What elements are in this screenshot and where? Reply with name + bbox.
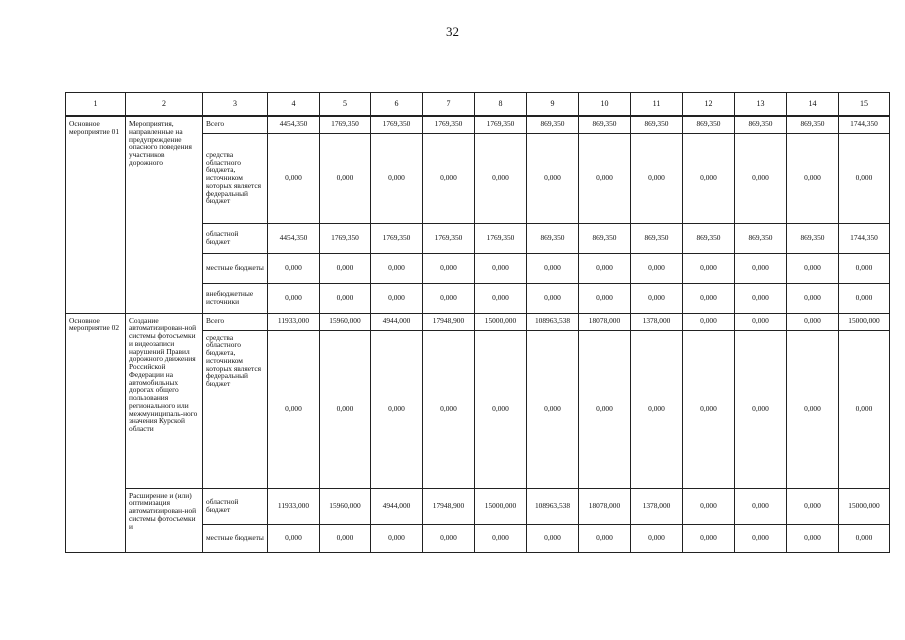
value-cell: 0,000 xyxy=(787,253,839,283)
value-cell: 0,000 xyxy=(423,283,475,313)
value-cell: 869,350 xyxy=(631,116,683,133)
value-cell: 0,000 xyxy=(268,524,320,552)
value-cell: 869,350 xyxy=(579,116,631,133)
value-cell: 0,000 xyxy=(320,524,371,552)
value-cell: 0,000 xyxy=(320,253,371,283)
value-cell: 1378,000 xyxy=(631,313,683,330)
value-cell: 0,000 xyxy=(735,330,787,488)
value-cell: 108963,538 xyxy=(527,488,579,524)
value-cell: 0,000 xyxy=(527,330,579,488)
value-cell: 15000,000 xyxy=(475,313,527,330)
value-cell: 0,000 xyxy=(527,133,579,223)
value-cell: 0,000 xyxy=(839,133,890,223)
header-cell: 2 xyxy=(126,93,203,117)
funding-source-cell: Всего xyxy=(203,116,268,133)
table-row xyxy=(66,313,890,330)
value-cell: 0,000 xyxy=(268,283,320,313)
value-cell: 0,000 xyxy=(527,283,579,313)
value-cell: 869,350 xyxy=(527,116,579,133)
value-cell: 0,000 xyxy=(787,488,839,524)
funding-source-cell: областной бюджет xyxy=(203,488,268,524)
value-cell: 869,350 xyxy=(683,116,735,133)
value-cell: 4944,000 xyxy=(371,488,423,524)
value-cell: 0,000 xyxy=(475,133,527,223)
value-cell: 869,350 xyxy=(579,223,631,253)
header-row xyxy=(66,93,890,117)
value-cell: 15960,000 xyxy=(320,313,371,330)
header-cell: 5 xyxy=(320,93,371,117)
value-cell: 18078,000 xyxy=(579,488,631,524)
value-cell: 0,000 xyxy=(475,330,527,488)
value-cell: 0,000 xyxy=(683,330,735,488)
value-cell: 0,000 xyxy=(371,133,423,223)
value-cell: 869,350 xyxy=(527,223,579,253)
funding-source-cell: средства областного бюджета, источником которых является федеральный бюджет xyxy=(203,330,268,488)
value-cell: 1769,350 xyxy=(320,116,371,133)
value-cell: 0,000 xyxy=(527,524,579,552)
value-cell: 0,000 xyxy=(631,283,683,313)
header-cell: 10 xyxy=(579,93,631,117)
value-cell: 0,000 xyxy=(839,283,890,313)
value-cell: 0,000 xyxy=(631,330,683,488)
value-cell: 0,000 xyxy=(683,253,735,283)
value-cell: 4944,000 xyxy=(371,313,423,330)
value-cell: 4454,350 xyxy=(268,223,320,253)
funding-source-cell: внебюджетные источники xyxy=(203,283,268,313)
value-cell: 0,000 xyxy=(371,283,423,313)
funding-source-cell: местные бюджеты xyxy=(203,524,268,552)
value-cell: 0,000 xyxy=(683,133,735,223)
value-cell: 0,000 xyxy=(423,133,475,223)
value-cell: 108963,538 xyxy=(527,313,579,330)
value-cell: 0,000 xyxy=(475,524,527,552)
value-cell: 0,000 xyxy=(787,133,839,223)
value-cell: 15960,000 xyxy=(320,488,371,524)
header-cell: 6 xyxy=(371,93,423,117)
value-cell: 869,350 xyxy=(683,223,735,253)
funding-source-cell: областной бюджет xyxy=(203,223,268,253)
activity-cell: Основное мероприятие 02 xyxy=(66,313,126,552)
value-cell: 1744,350 xyxy=(839,116,890,133)
value-cell: 0,000 xyxy=(423,330,475,488)
value-cell: 0,000 xyxy=(735,283,787,313)
value-cell: 1769,350 xyxy=(423,223,475,253)
value-cell: 0,000 xyxy=(320,133,371,223)
activity-name-cell: Расширение и (или) оптимизация автоматизирован-ной системы фотосъемки и xyxy=(126,488,203,552)
table-row xyxy=(66,488,890,524)
value-cell: 15000,000 xyxy=(839,313,890,330)
value-cell: 1769,350 xyxy=(371,116,423,133)
value-cell: 0,000 xyxy=(631,524,683,552)
value-cell: 0,000 xyxy=(579,133,631,223)
header-cell: 3 xyxy=(203,93,268,117)
value-cell: 1769,350 xyxy=(475,223,527,253)
funding-source-cell: местные бюджеты xyxy=(203,253,268,283)
value-cell: 17948,900 xyxy=(423,488,475,524)
value-cell: 0,000 xyxy=(579,524,631,552)
value-cell: 0,000 xyxy=(683,524,735,552)
header-cell: 1 xyxy=(66,93,126,117)
header-cell: 15 xyxy=(839,93,890,117)
value-cell: 0,000 xyxy=(839,330,890,488)
value-cell: 1744,350 xyxy=(839,223,890,253)
value-cell: 11933,000 xyxy=(268,313,320,330)
value-cell: 0,000 xyxy=(371,330,423,488)
value-cell: 0,000 xyxy=(579,283,631,313)
header-cell: 14 xyxy=(787,93,839,117)
value-cell: 0,000 xyxy=(268,253,320,283)
header-cell: 7 xyxy=(423,93,475,117)
value-cell: 0,000 xyxy=(787,330,839,488)
value-cell: 0,000 xyxy=(787,313,839,330)
value-cell: 869,350 xyxy=(735,116,787,133)
value-cell: 0,000 xyxy=(735,133,787,223)
value-cell: 0,000 xyxy=(735,524,787,552)
value-cell: 1769,350 xyxy=(423,116,475,133)
header-cell: 8 xyxy=(475,93,527,117)
value-cell: 17948,900 xyxy=(423,313,475,330)
value-cell: 0,000 xyxy=(423,524,475,552)
value-cell: 869,350 xyxy=(787,116,839,133)
value-cell: 18078,000 xyxy=(579,313,631,330)
value-cell: 0,000 xyxy=(320,330,371,488)
value-cell: 1769,350 xyxy=(371,223,423,253)
value-cell: 869,350 xyxy=(787,223,839,253)
value-cell: 11933,000 xyxy=(268,488,320,524)
value-cell: 1378,000 xyxy=(631,488,683,524)
value-cell: 0,000 xyxy=(631,133,683,223)
value-cell: 0,000 xyxy=(631,253,683,283)
value-cell: 15000,000 xyxy=(839,488,890,524)
value-cell: 0,000 xyxy=(839,253,890,283)
activity-name-cell: Мероприятия, направленные на предупреждение опасного поведения участников дорожного xyxy=(126,116,203,313)
value-cell: 0,000 xyxy=(579,330,631,488)
value-cell: 0,000 xyxy=(735,253,787,283)
page-number: 32 xyxy=(446,24,459,39)
value-cell: 0,000 xyxy=(475,283,527,313)
value-cell: 0,000 xyxy=(683,283,735,313)
activity-cell: Основное мероприятие 01 xyxy=(66,116,126,313)
value-cell: 0,000 xyxy=(268,133,320,223)
value-cell: 1769,350 xyxy=(475,116,527,133)
activity-name-cell: Создание автоматизирован-ной системы фотосъемки и видеозаписи нарушений Правил дорожного движения Российской Федерации на автомобильных дорогах общего пользования регионального или межмуниципаль-ного значения Курской области xyxy=(126,313,203,488)
value-cell: 0,000 xyxy=(423,253,475,283)
value-cell: 0,000 xyxy=(787,283,839,313)
value-cell: 0,000 xyxy=(268,330,320,488)
value-cell: 4454,350 xyxy=(268,116,320,133)
value-cell: 869,350 xyxy=(631,223,683,253)
header-cell: 13 xyxy=(735,93,787,117)
value-cell: 0,000 xyxy=(787,524,839,552)
value-cell: 0,000 xyxy=(527,253,579,283)
budget-table xyxy=(65,92,890,553)
funding-source-cell: средства областного бюджета, источником которых является федеральный бюджет xyxy=(203,133,268,223)
header-cell: 4 xyxy=(268,93,320,117)
value-cell: 0,000 xyxy=(735,313,787,330)
value-cell: 1769,350 xyxy=(320,223,371,253)
value-cell: 0,000 xyxy=(579,253,631,283)
value-cell: 0,000 xyxy=(475,253,527,283)
value-cell: 0,000 xyxy=(683,488,735,524)
header-cell: 12 xyxy=(683,93,735,117)
value-cell: 0,000 xyxy=(371,524,423,552)
value-cell: 0,000 xyxy=(371,253,423,283)
value-cell: 0,000 xyxy=(320,283,371,313)
value-cell: 0,000 xyxy=(683,313,735,330)
value-cell: 869,350 xyxy=(735,223,787,253)
value-cell: 15000,000 xyxy=(475,488,527,524)
header-cell: 11 xyxy=(631,93,683,117)
header-cell: 9 xyxy=(527,93,579,117)
funding-source-cell: Всего xyxy=(203,313,268,330)
value-cell: 0,000 xyxy=(839,524,890,552)
value-cell: 0,000 xyxy=(735,488,787,524)
table-row xyxy=(66,116,890,133)
